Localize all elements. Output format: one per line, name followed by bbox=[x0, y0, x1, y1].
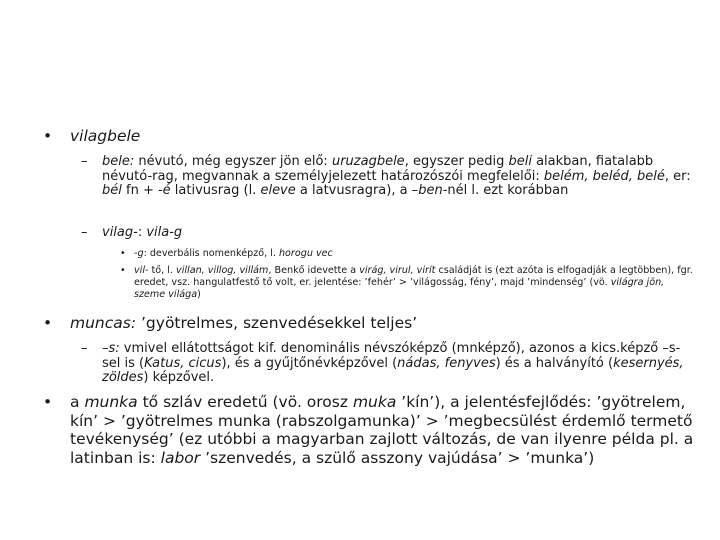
sub-bullet-bele: – bele: névutó, még egyszer jön elő: uruzagbele, egyszer pedig beli alakban, fiatalabb névutó-rag, megvannak a személyjelezett határozószói megfelelői: belém, beléd, belé, er: bél fn + -é lativusrag (l. eleve a latvusragra), a –ben-nél l. ezt korábban bbox=[81, 154, 691, 199]
sub-bullet-vilag: – vilag-: vila-g bbox=[81, 225, 183, 240]
bullet-dot: • bbox=[43, 393, 53, 411]
bullet-dot: • bbox=[43, 314, 53, 332]
bullet-dash: – bbox=[81, 341, 88, 356]
term-vilagbele: vilagbele bbox=[70, 127, 141, 145]
bullet-munka: • a munka tő szláv eredetű (vö. orosz muka ’kín’), a jelentésfejlődés: ’gyötrelem, kín’ > ’gyötrelmes munka (rabszolgamunka)’ > ’megbecsülést érdemlő termető tevékenység’ (ez utóbbi a magyarban zajlott változás, de van ilyenre példa pl. a latinban is: labor ’szenvedés, a szülő asszony vajúdása’ > ’munka’) bbox=[43, 393, 694, 467]
bullet-dot-small: • bbox=[120, 265, 126, 276]
sub-sub-bullet-g: • -g: deverbális nomenképző, l. horogu vec bbox=[120, 248, 333, 259]
sub-bullet-s: – –s: vmivel ellátottságot kif. denominális névszóképző (mnképző), azonos a kics.képző –s-sel is (Katus, cicus), és a gyűjtőnévképzővel (nádas, fenyves) és a halványító (kesernyés, zöldes) képzővel. bbox=[81, 341, 684, 386]
bullet-dot-small: • bbox=[120, 248, 126, 259]
bullet-dash: – bbox=[81, 154, 88, 169]
bullet-dot: • bbox=[43, 127, 53, 145]
bullet-vilagbele bbox=[43, 127, 690, 146]
bullet-dash: – bbox=[81, 225, 88, 240]
bullet-muncas: • muncas: ’gyötrelmes, szenvedésekkel teljes’ bbox=[43, 314, 418, 332]
sub-sub-bullet-vil: • vil- tő, l. villan, villog, villám, Benkő idevette a virág, virul, virít családját is (ezt azóta is elfogadják a legtöbben), fgr. eredet, vsz. hangulatfestő tő volt, er. jelentése: ’fehér’ > ’világosság, fény’, majd ’mindenség’ (vö. világra jön, szeme világa) bbox=[120, 265, 693, 300]
